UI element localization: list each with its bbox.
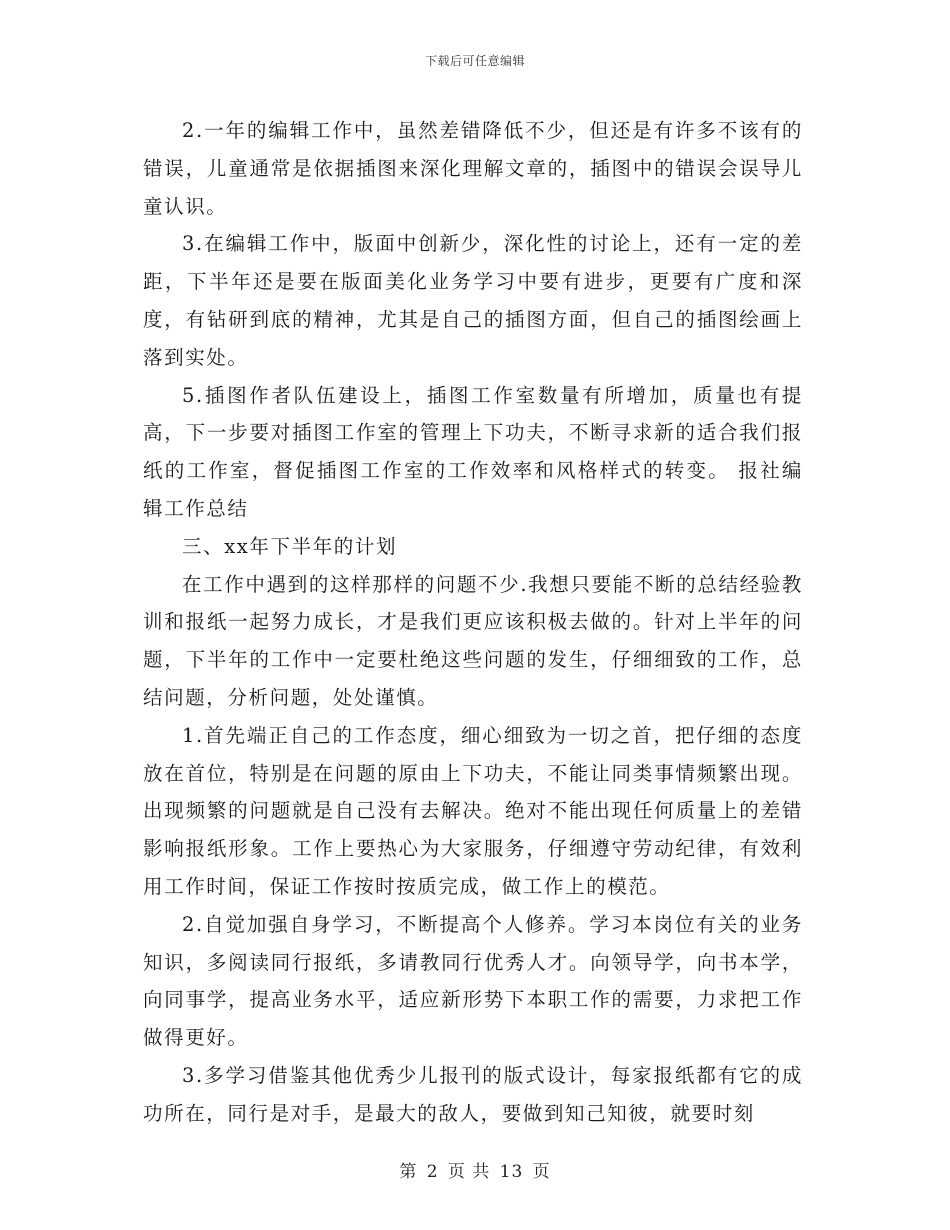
footer-middle: 页 共 [447, 1162, 491, 1182]
footer-suffix: 页 [532, 1162, 551, 1182]
paragraph: 2.自觉加强自身学习，不断提高个人修养。学习本岗位有关的业务知识，多阅读同行报纸，多请教同行优秀人才。向领导学，向书本学，向同事学，提高业务水平，适应新形势下本职工作的需要，力求把工作做得更好。 [143, 912, 803, 1050]
paragraph: 在工作中遇到的这样那样的问题不少.我想只要能不断的总结经验教训和报纸一起努力成长，才是我们更应该积极去做的。针对上半年的问题，下半年的工作中一定要杜绝这些问题的发生，仔细细致的工作，总结问题，分析问题，处处谨慎。 [143, 572, 803, 709]
page-header: 下载后可任意编辑 [424, 54, 525, 68]
footer-prefix: 第 [399, 1162, 418, 1182]
paragraph: 3.多学习借鉴其他优秀少儿报刊的版式设计，每家报纸都有它的成功所在，同行是对手，是最大的敌人，要做到知己知彼，就要时刻 [143, 1063, 803, 1125]
current-page-number: 2 [426, 1162, 439, 1182]
paragraph: 5.插图作者队伍建设上，插图工作室数量有所增加，质量也有提高，下一步要对插图工作室的管理上下功夫，不断寻求新的适合我们报纸的工作室，督促插图工作室的工作效率和风格样式的转变。 报社编辑工作总结 [143, 383, 803, 520]
page-footer [0, 1157, 950, 1182]
paragraph: 2.一年的编辑工作中，虽然差错降低不少，但还是有许多不该有的错误，儿童通常是依据插图来深化理解文章的，插图中的错误会误导儿童认识。 [143, 119, 803, 218]
total-pages-number: 13 [499, 1162, 524, 1182]
section-heading: 三、xx年下半年的计划 [182, 534, 398, 558]
paragraph: 1.首先端正自己的工作态度，细心细致为一切之首，把仔细的态度放在首位，特别是在问题的原由上下功夫，不能让同类事情频繁出现。出现频繁的问题就是自己没有去解决。绝对不能出现任何质量上的差错影响报纸形象。工作上要热心为大家服务，仔细遵守劳动纪律，有效利用工作时间，保证工作按时按质完成，做工作上的模范。 [143, 723, 803, 898]
document-body [143, 112, 803, 1133]
paragraph: 3.在编辑工作中，版面中创新少，深化性的讨论上，还有一定的差距，下半年还是要在版面美化业务学习中要有进步，更要有广度和深度，有钻研到底的精神，尤其是自己的插图方面，但自己的插图绘画上落到实处。 [143, 232, 803, 369]
